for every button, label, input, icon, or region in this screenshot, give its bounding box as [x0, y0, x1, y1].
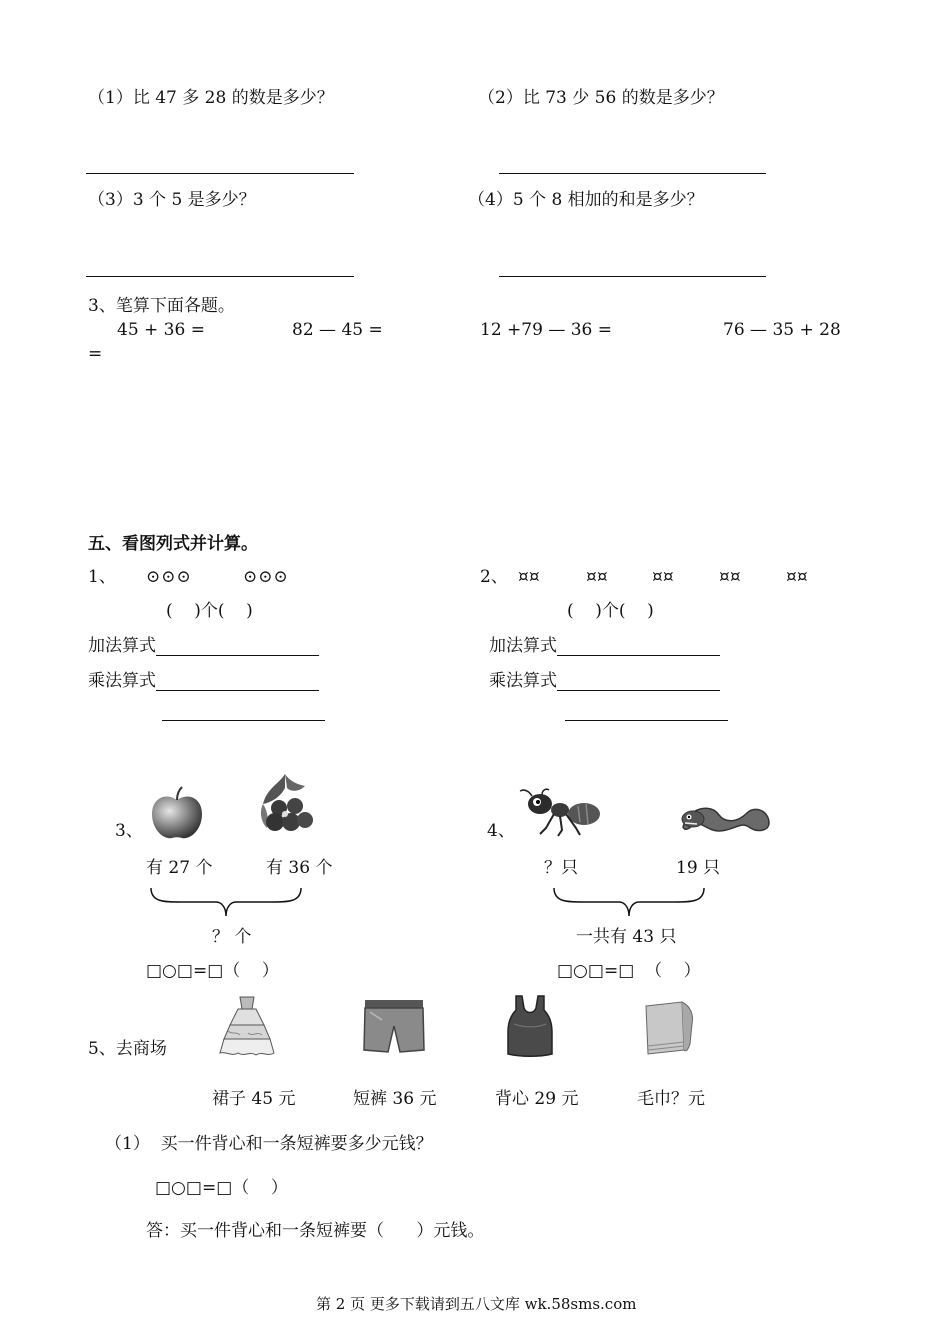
p2-extra-line [565, 720, 728, 721]
p4-formula: □○□=□ （ ） [557, 961, 701, 981]
q2-item-3: （3）3 个 5 是多少？ [88, 190, 256, 210]
q2-item-2: （2）比 73 少 56 的数是多少？ [478, 88, 724, 108]
p1-symbols-group-1: ⊙⊙⊙ [146, 567, 192, 587]
answer-line [86, 173, 354, 174]
vest-icon [506, 994, 554, 1058]
p2-mul-label: 乘法算式 [489, 671, 557, 691]
p4-left-count: ？只 [544, 858, 578, 878]
page-footer: 第 2 页 更多下载请到五八文库 wk.58sms.com [316, 1295, 637, 1313]
q3-problem-4: 76 — 35 + 28 [723, 320, 841, 340]
p1-add-row [88, 636, 319, 656]
q2-item-4: （4）5 个 8 相加的和是多少？ [468, 190, 704, 210]
p2-mul-answer-line [557, 673, 720, 691]
towel-icon [642, 1000, 696, 1058]
p1-add-answer-line [156, 638, 319, 656]
answer-line [499, 173, 766, 174]
apple-icon [148, 786, 206, 840]
p2-number: 2、 [480, 567, 508, 587]
p1-extra-line [162, 720, 325, 721]
p3-number: 3、 [115, 821, 143, 841]
q2-item-1: （1）比 47 多 28 的数是多少？ [88, 88, 334, 108]
p3-left-count: 有 27 个 [146, 858, 213, 878]
p5-label: 5、去商场 [88, 1039, 167, 1059]
p2-symbols-group-1: ¤¤ [518, 567, 540, 587]
p1-mul-answer-line [156, 673, 319, 691]
answer-line [499, 276, 766, 277]
p3-total: ？ 个 [212, 927, 252, 947]
q3-title: 3、笔算下面各题。 [88, 296, 235, 316]
answer-line [86, 276, 354, 277]
p5-item-shorts: 短裤 36 元 [353, 1089, 437, 1109]
p4-brace [553, 886, 705, 918]
p2-symbols-group-3: ¤¤ [652, 567, 674, 587]
p2-symbols-group-4: ¤¤ [719, 567, 741, 587]
berries-icon [255, 770, 317, 836]
p1-number: 1、 [88, 567, 116, 587]
p1-add-label: 加法算式 [88, 636, 156, 656]
p5-item-skirt: 裙子 45 元 [212, 1089, 296, 1109]
q3-wrap-equals: = [88, 344, 103, 364]
p1-symbols-group-2: ⊙⊙⊙ [243, 567, 289, 587]
p5-sub-question: （1） 买一件背心和一条短裤要多少元钱？ [105, 1134, 433, 1154]
p5-item-vest: 背心 29 元 [495, 1089, 579, 1109]
q3-problem-1: 45 + 36 = [117, 320, 205, 340]
p2-groups-blank: ( )个( ) [567, 601, 654, 621]
p2-symbols-group-2: ¤¤ [586, 567, 608, 587]
p4-number: 4、 [487, 821, 515, 841]
p2-symbols-group-5: ¤¤ [786, 567, 808, 587]
p5-answer: 答：买一件背心和一条短裤要（ ）元钱。 [146, 1221, 485, 1241]
p2-add-answer-line [557, 638, 720, 656]
p2-add-row [489, 636, 720, 656]
p5-item-towel: 毛巾？元 [637, 1089, 705, 1109]
p2-mul-row [489, 671, 720, 691]
p4-right-count: 19 只 [676, 858, 721, 878]
p3-right-count: 有 36 个 [266, 858, 333, 878]
shorts-icon [362, 998, 426, 1054]
p1-mul-label: 乘法算式 [88, 671, 156, 691]
q3-problem-2: 82 — 45 = [292, 320, 383, 340]
skirt-icon [218, 995, 276, 1057]
p1-mul-row [88, 671, 319, 691]
snake-icon [677, 797, 773, 837]
p1-groups-blank: ( )个( ) [166, 601, 253, 621]
p3-brace [150, 886, 302, 918]
ant-icon [518, 788, 606, 838]
p3-formula: □○□=□（ ） [146, 961, 279, 981]
q3-problem-3: 12 +79 — 36 = [480, 320, 612, 340]
section5-title: 五、看图列式并计算。 [88, 534, 258, 554]
p2-add-label: 加法算式 [489, 636, 557, 656]
p4-total: 一共有 43 只 [576, 927, 677, 947]
p5-formula: □○□=□（ ） [155, 1178, 288, 1198]
